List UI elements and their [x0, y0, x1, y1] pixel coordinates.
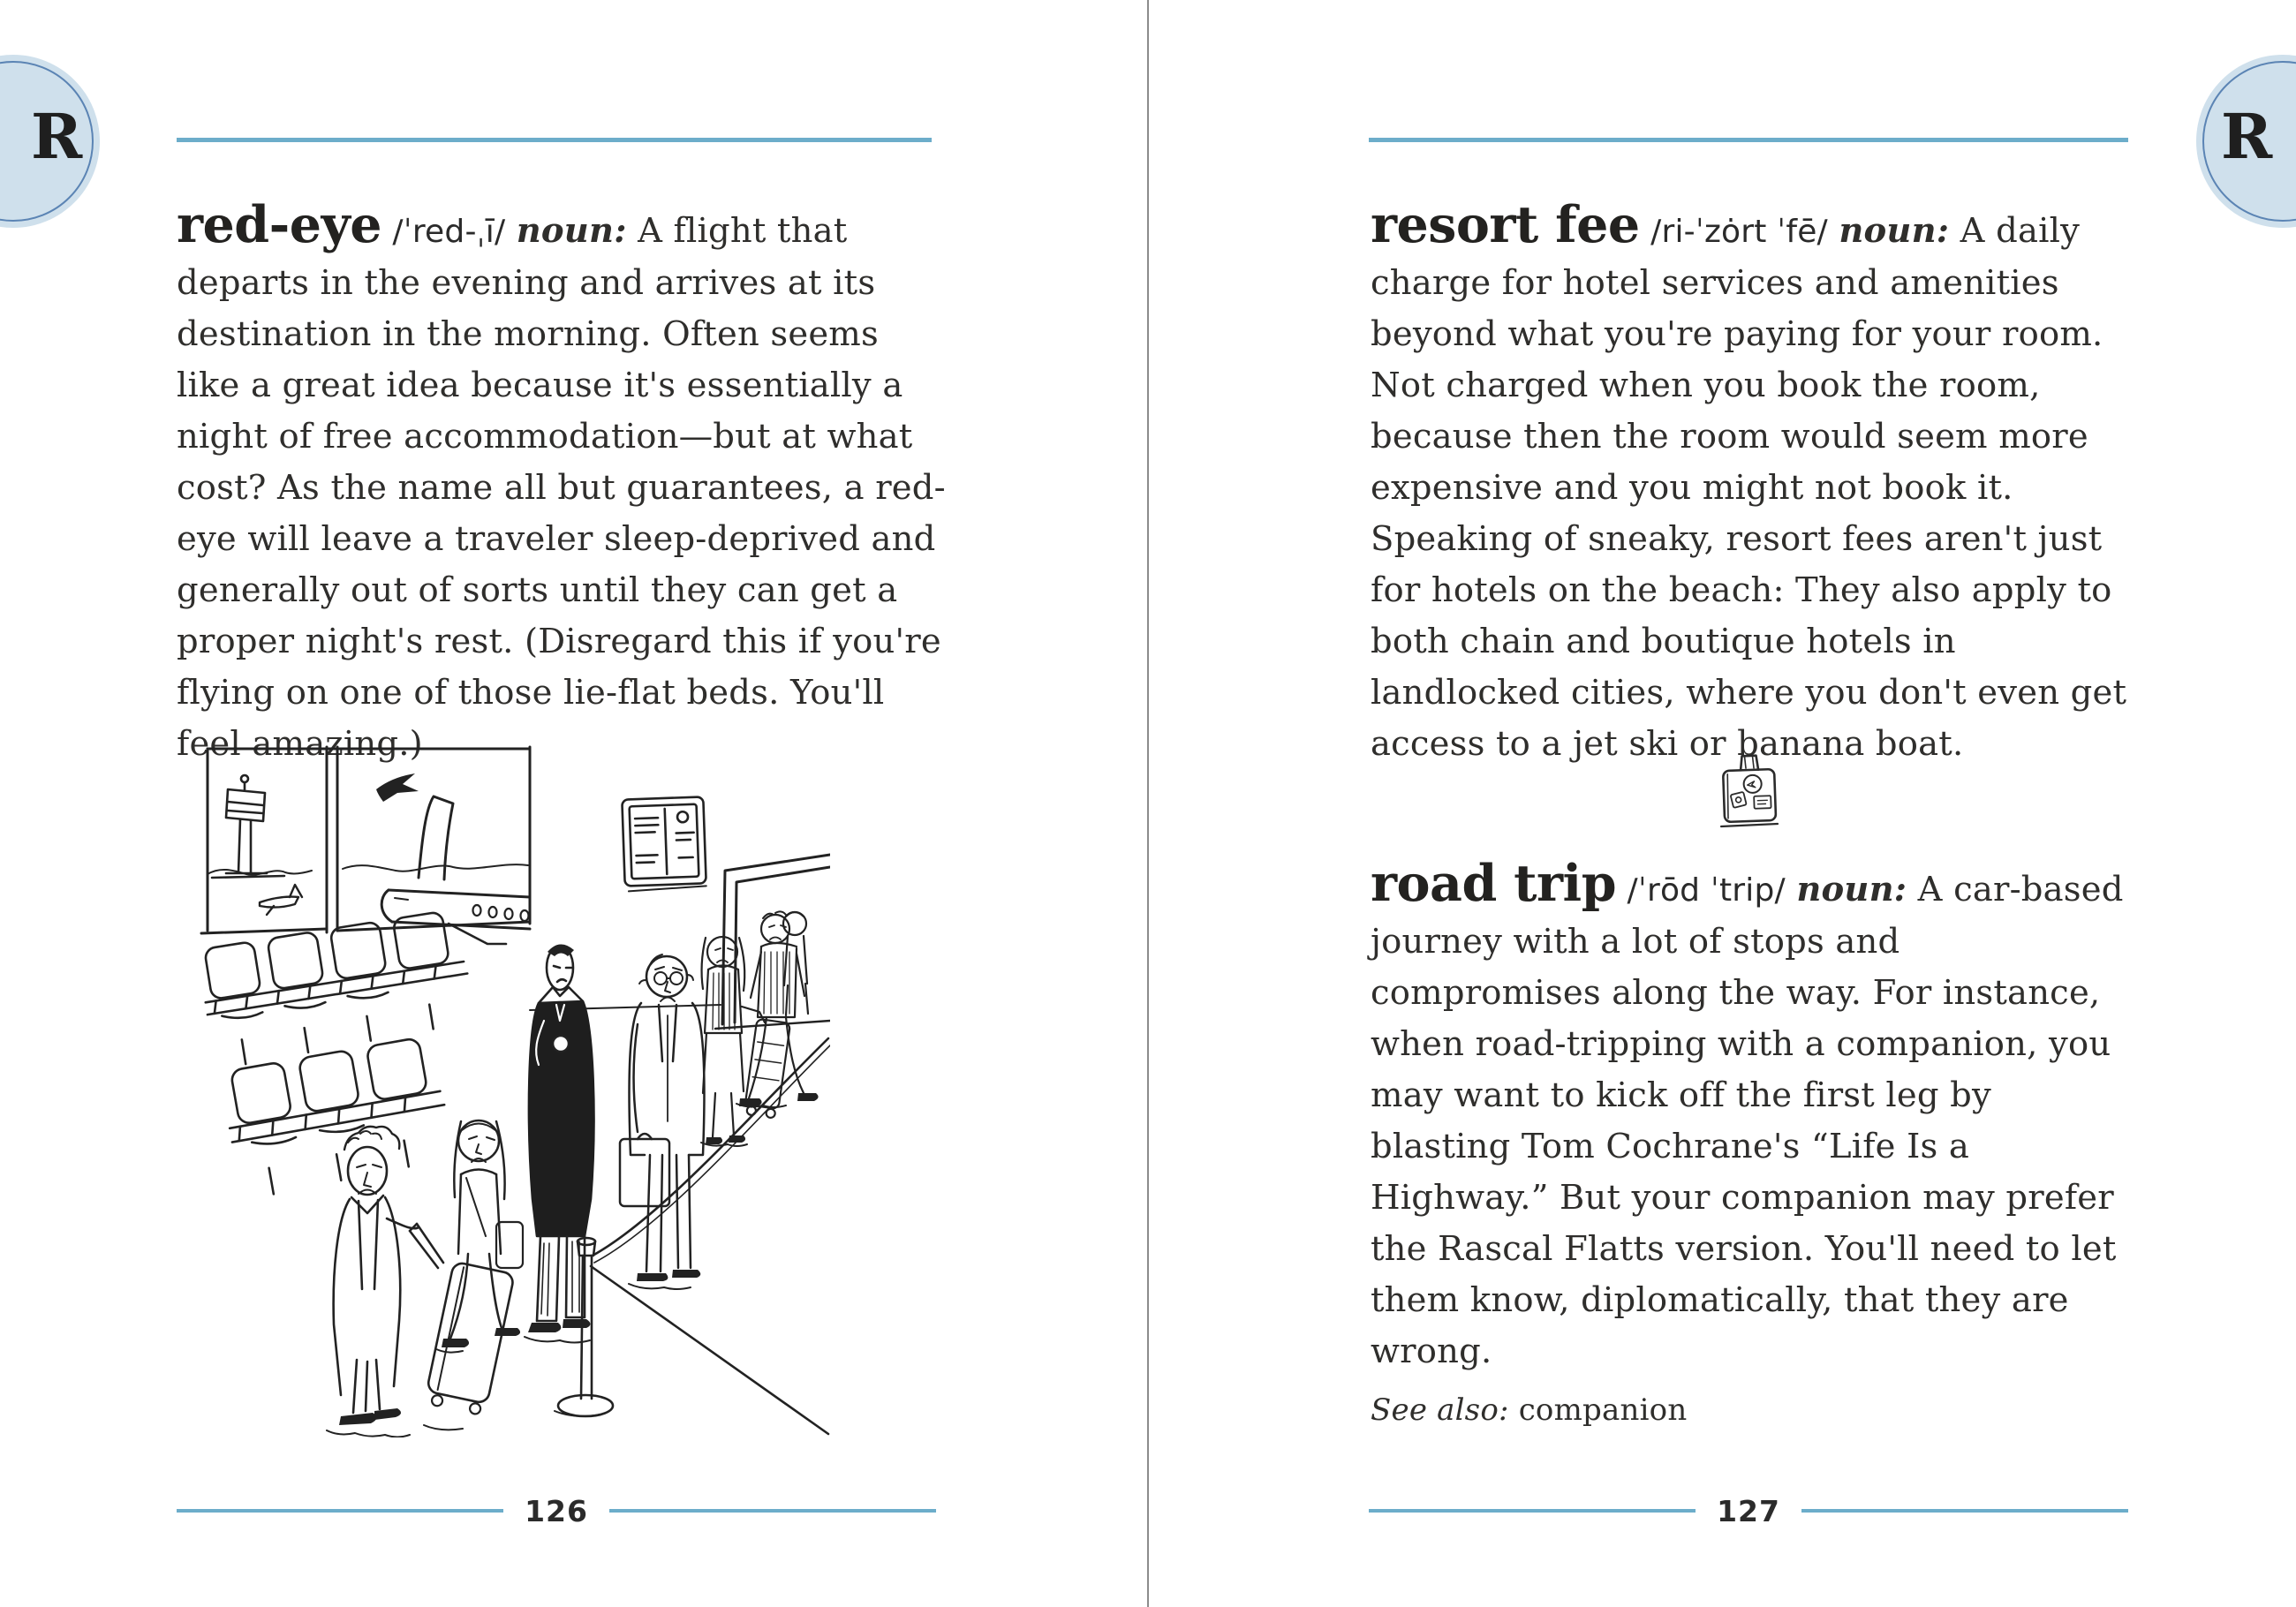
footer-rule-right — [609, 1509, 936, 1513]
terminal-seats — [197, 909, 476, 1199]
page-gutter-divider — [1147, 0, 1149, 1607]
entry-headword: resort fee — [1371, 195, 1640, 254]
suitcase-with-stickers-icon — [1717, 749, 1782, 830]
see-also-line — [1371, 1390, 2141, 1430]
entry-definition: A car-based journey with a lot of stops and compromises along the way. For instance, when road-tripping with a companion, you may want to kick off the first leg by blasting Tom Cochrane's “Life Is a Highway.” But your companion may prefer the Rascal Flatts version. You'll need to let them know, diplomatically, that they are wrong. — [1371, 870, 2124, 1371]
see-also-term: companion — [1518, 1392, 1688, 1428]
see-also-label: See also: — [1371, 1392, 1509, 1428]
footer-rule-left — [177, 1509, 503, 1513]
entry-definition: A daily charge for hotel services and amenities beyond what you're paying for your room. Not charged when you book the room, because then the room would seem more expensive and you might not book it. Speaking of sneaky, resort fees aren't just for hotels on the beach: They also apply to both chain and boutique hotels in landlocked cities, where you don't even get access to a jet ski or banana boat. — [1371, 211, 2127, 764]
section-tab-left — [0, 55, 100, 228]
entry-definition: A flight that departs in the evening and arrives at its destination in the morning. Often seems like a great idea because it's essentially a night of free accommodation—but at what cost? As the name all but guarantees, a red-eye will leave a traveler sleep-deprived and generally out of sorts until they can get a proper night's rest. (Disregard this if you're flying on one of those lie-flat beds. You'll feel amazing.) — [177, 211, 946, 764]
right-page-top-rule — [1369, 138, 2128, 142]
left-page-footer — [177, 1494, 936, 1528]
flying-plane — [376, 773, 419, 802]
entry-part-of-speech: noun: — [1796, 870, 1907, 909]
airport-travelers-sketch — [185, 740, 830, 1437]
footer-rule-left — [1369, 1509, 1696, 1513]
entry-headword: road trip — [1371, 854, 1617, 913]
section-letter: R — [31, 100, 83, 173]
suitcase-icon — [1717, 749, 1782, 830]
entry-part-of-speech: noun: — [1839, 211, 1950, 251]
departures-board — [622, 796, 706, 891]
right-page-footer — [1369, 1494, 2128, 1528]
airport-illustration — [185, 740, 830, 1437]
entry-red-eye — [177, 195, 947, 770]
entry-pronunciation: /ri-ˈzȯrt ˈfē/ — [1650, 214, 1828, 250]
footer-rule-right — [1801, 1509, 2128, 1513]
control-tower — [212, 775, 284, 878]
old-man-traveler — [620, 954, 705, 1281]
entry-part-of-speech: noun: — [516, 211, 627, 251]
taxiing-plane — [260, 885, 302, 915]
page-number: 126 — [525, 1493, 588, 1528]
left-page-top-rule — [177, 138, 932, 142]
stanchion-rope — [558, 1038, 830, 1434]
entry-pronunciation: /ˈred-ˌī/ — [392, 214, 506, 250]
section-letter: R — [2221, 100, 2273, 173]
page-number: 127 — [1717, 1493, 1780, 1528]
section-tab-right — [2196, 55, 2296, 228]
vampire-traveler — [528, 944, 593, 1332]
entry-resort-fee — [1371, 195, 2141, 770]
entry-headword: red-eye — [177, 195, 381, 254]
entry-road-trip — [1371, 854, 2141, 1430]
entry-pronunciation: /ˈrōd ˈtrip/ — [1627, 872, 1786, 909]
